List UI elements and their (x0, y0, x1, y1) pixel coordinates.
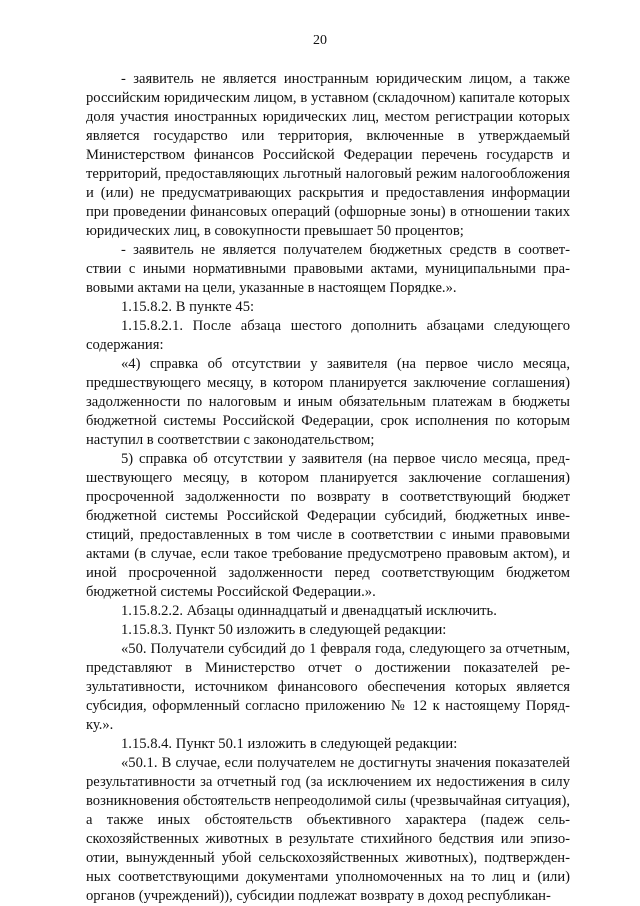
paragraph-clause-1-15-8-2-1: 1.15.8.2.1. После абзаца шестого дополнить абзацами следующего содержания: (86, 318, 570, 353)
paragraph-point-50-text: «50. Получатели субсидий до 1 февраля года, следующего за отчетным, представляют в Министерство отчет о достижении показателей результативности, источником финансового обеспечения которых является субсидия, оформленный согласно приложению № 12 к настоящему Порядку.». (86, 641, 570, 733)
page-number: 20 (313, 33, 327, 48)
paragraph-point-50-1-text: «50.1. В случае, если получателем не достигнуты значения показателей результативности за отчетный год (за исключением их недостижения в силу возникновения обстоятельств непреодолимой силы (чрезвычайная ситуация), а также иных обстоятельств объективного характера (падеж сельскохозяйственных животных в результате стихийного бедствия или эпизоотии, вынужденный убой сельскохозяйственных животных), подтвержденных соответствующими документами уполномоченных на то лиц и (или) органов (учреждений)), субсидии подлежат возврату в доход республикан- (86, 755, 570, 904)
paragraph-clause-1-15-8-2-2: 1.15.8.2.2. Абзацы одиннадцатый и двенадцатый исключить. (121, 603, 497, 619)
paragraph-item-5-debt-certificate: 5) справка об отсутствии у заявителя (на первое число месяца, предшествующего месяцу, в котором планируется заключение соглашения) просроченной задолженности по возврату в соответствующий бюджет бюджетной системы Российской Федерации субсидий, бюджетных инвестиций, предоставленных в том числе в соответствии с иными правовыми актами (в случае, если такое требование предусмотрено правовым актом), и иной просроченной задолженности перед соответствующим бюджетом бюджетной системы Российской Федерации.». (86, 451, 570, 600)
paragraph-clause-1-15-8-4: 1.15.8.4. Пункт 50.1 изложить в следующей редакции: (121, 736, 458, 752)
paragraph-clause-1-15-8-2: 1.15.8.2. В пункте 45: (121, 299, 255, 315)
paragraph-budget-recipient-requirement: - заявитель не является получателем бюджетных средств в соответствии с иными нормативными правовыми актами, муниципальными правовыми актами на цели, указанные в настоящем Порядке.». (86, 242, 570, 296)
paragraph-clause-1-15-8-3: 1.15.8.3. Пункт 50 изложить в следующей редакции: (121, 622, 447, 638)
paragraph-item-4-tax-certificate: «4) справка об отсутствии у заявителя (на первое число месяца, предшествующего месяцу, в котором планируется заключение соглашения) задолженности по налоговым и иным обязательным платежам в бюджеты бюджетной системы Российской Федерации, срок исполнения по которым наступил в соответствии с законодательством; (86, 356, 570, 448)
paragraph-foreign-entity-requirement: - заявитель не является иностранным юридическим лицом, а также российским юридическим лицом, в уставном (складочном) капитале которых доля участия иностранных юридических лиц, местом регистрации которых является государство или территория, включенные в утверждаемый Министерством финансов Российской Федерации перечень государств и территорий, предоставляющих льготный налоговый режим налогообложения и (или) не предусматривающих раскрытия и предоставления информации при проведении финансовых операций (офшорные зоны) в отношении таких юридических лиц, в совокупности превышает 50 процентов; (86, 71, 570, 239)
document-body (86, 70, 570, 906)
